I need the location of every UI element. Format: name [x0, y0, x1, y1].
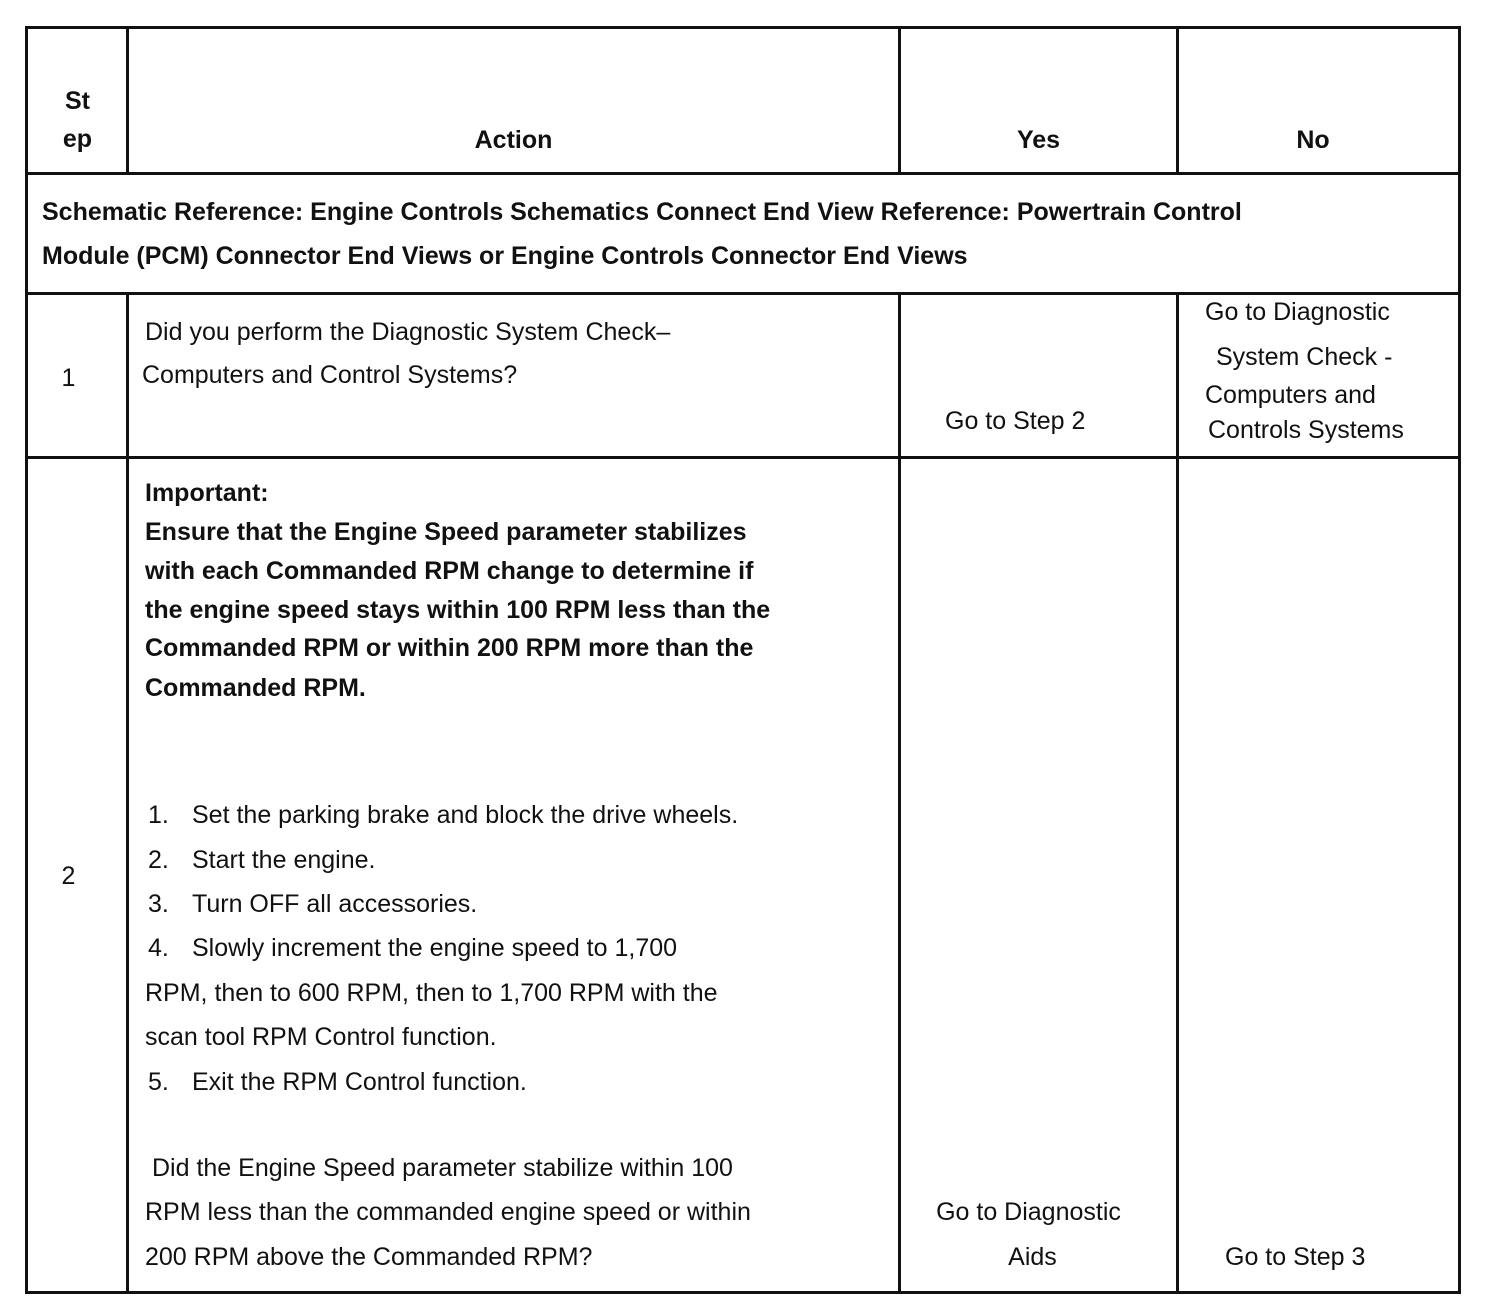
row1-action-line1: Did you perform the Diagnostic System Check–: [145, 318, 671, 346]
header-yes: Yes: [1016, 126, 1061, 154]
reference-line1: Schematic Reference: Engine Controls Schematics Connect End View Reference: Powertrain Control: [42, 198, 1242, 226]
list-item-number: 1.: [148, 801, 169, 829]
list-item-number: 3.: [148, 890, 169, 918]
row1-step: 1: [61, 364, 76, 392]
col-divider-action-body: [898, 292, 901, 1294]
list-item-text: Start the engine.: [192, 846, 376, 874]
row2-no: Go to Step 3: [1225, 1243, 1366, 1271]
important-line: Commanded RPM or within 200 RPM more than the: [145, 634, 754, 662]
header-step-line2: ep: [62, 125, 93, 153]
header-action: Action: [474, 126, 553, 154]
list-item-continuation: scan tool RPM Control function.: [145, 1023, 497, 1051]
header-divider: [25, 172, 1461, 175]
list-item-number: 2.: [148, 846, 169, 874]
row1-yes: Go to Step 2: [945, 407, 1086, 435]
list-item-text: Turn OFF all accessories.: [192, 890, 478, 918]
list-item-continuation: RPM, then to 600 RPM, then to 1,700 RPM with the: [145, 979, 718, 1007]
important-line: the engine speed stays within 100 RPM less than the: [145, 596, 771, 624]
question-line: RPM less than the commanded engine speed or within: [145, 1198, 751, 1226]
list-item-text: Exit the RPM Control function.: [192, 1068, 527, 1096]
row2-yes-line1: Go to Diagnostic: [936, 1198, 1121, 1226]
important-label: Important:: [145, 479, 269, 507]
header-step-line1: St: [65, 87, 90, 115]
list-item-number: 4.: [148, 934, 169, 962]
row1-no-line1: Go to Diagnostic: [1205, 298, 1390, 326]
list-item-text: Set the parking brake and block the drive wheels.: [192, 801, 739, 829]
header-no: No: [1296, 126, 1330, 154]
row1-divider: [25, 456, 1461, 459]
important-line: Ensure that the Engine Speed parameter stabilizes: [145, 518, 747, 546]
reference-divider: [25, 292, 1461, 295]
row1-no-line2: System Check -: [1216, 343, 1393, 371]
row1-no-line4: Controls Systems: [1208, 416, 1404, 444]
col-divider-yes-body: [1176, 292, 1179, 1294]
reference-line2: Module (PCM) Connector End Views or Engine Controls Connector End Views: [42, 242, 968, 270]
row1-no-line3: Computers and: [1205, 381, 1376, 409]
header-step: [29, 86, 126, 154]
important-line: Commanded RPM.: [145, 674, 366, 702]
row1-action-line2: Computers and Control Systems?: [142, 361, 518, 389]
question-line: Did the Engine Speed parameter stabilize within 100: [152, 1154, 733, 1182]
question-line: 200 RPM above the Commanded RPM?: [145, 1243, 593, 1271]
list-item-number: 5.: [148, 1068, 169, 1096]
row2-yes-line2: Aids: [1008, 1243, 1057, 1271]
col-divider-step-body: [126, 292, 129, 1294]
list-item-text: Slowly increment the engine speed to 1,700: [192, 934, 678, 962]
important-line: with each Commanded RPM change to determine if: [145, 557, 754, 585]
row2-step: 2: [61, 862, 76, 890]
